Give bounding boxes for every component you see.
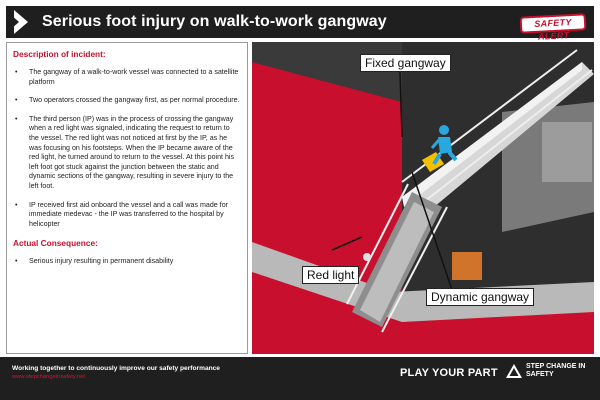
page-title: Serious foot injury on walk-to-work gangway <box>42 13 387 30</box>
description-item: • The third person (IP) was in the process of crossing the gangway when a red light was signaled, indicating the request to return to the vessel. The red light was not noticed at first by the IP, as he was focusing on his footsteps. When the IP became aware of the red light, he turned around to return to the vessel. At this point his left foot got stuck against the junction between the static and dynamic sections of the gangway, resulting in severe injury to the left foot. <box>13 115 241 192</box>
fixed-gangway-label: Fixed gangway <box>360 54 451 72</box>
chevron-right-icon <box>14 10 28 34</box>
footer <box>0 357 600 400</box>
incident-description-panel <box>6 42 248 354</box>
consequence-item: • Serious injury resulting in permanent disability <box>13 257 241 267</box>
safety-alert-badge: SAFETY ALERT <box>520 13 587 33</box>
description-item: • The gangway of a walk-to-work vessel was connected to a satellite platform <box>13 68 241 87</box>
play-your-part-slogan: PLAY YOUR PART <box>400 367 498 379</box>
header <box>0 0 600 42</box>
footer-url[interactable]: www.stepchangeinsafety.net <box>12 374 86 380</box>
description-list <box>13 68 241 229</box>
gangway-photo <box>252 42 594 354</box>
footer-tagline: Working together to continuously improve our safety performance <box>12 365 220 372</box>
gangway-illustration <box>252 42 594 354</box>
description-item: • Two operators crossed the gangway first, as per normal procedure. <box>13 96 241 106</box>
step-change-logo: STEP CHANGE IN SAFETY <box>526 363 586 378</box>
dynamic-gangway-label: Dynamic gangway <box>426 288 534 306</box>
description-title: Description of incident: <box>13 49 106 59</box>
red-light-label: Red light <box>302 266 359 284</box>
warning-triangle-icon <box>506 364 522 378</box>
consequence-list <box>13 257 241 267</box>
consequence-title: Actual Consequence: <box>13 238 98 249</box>
description-item: • IP received first aid onboard the vessel and a call was made for immediate medevac - the IP was transferred to the hospital by helicopter <box>13 201 241 230</box>
